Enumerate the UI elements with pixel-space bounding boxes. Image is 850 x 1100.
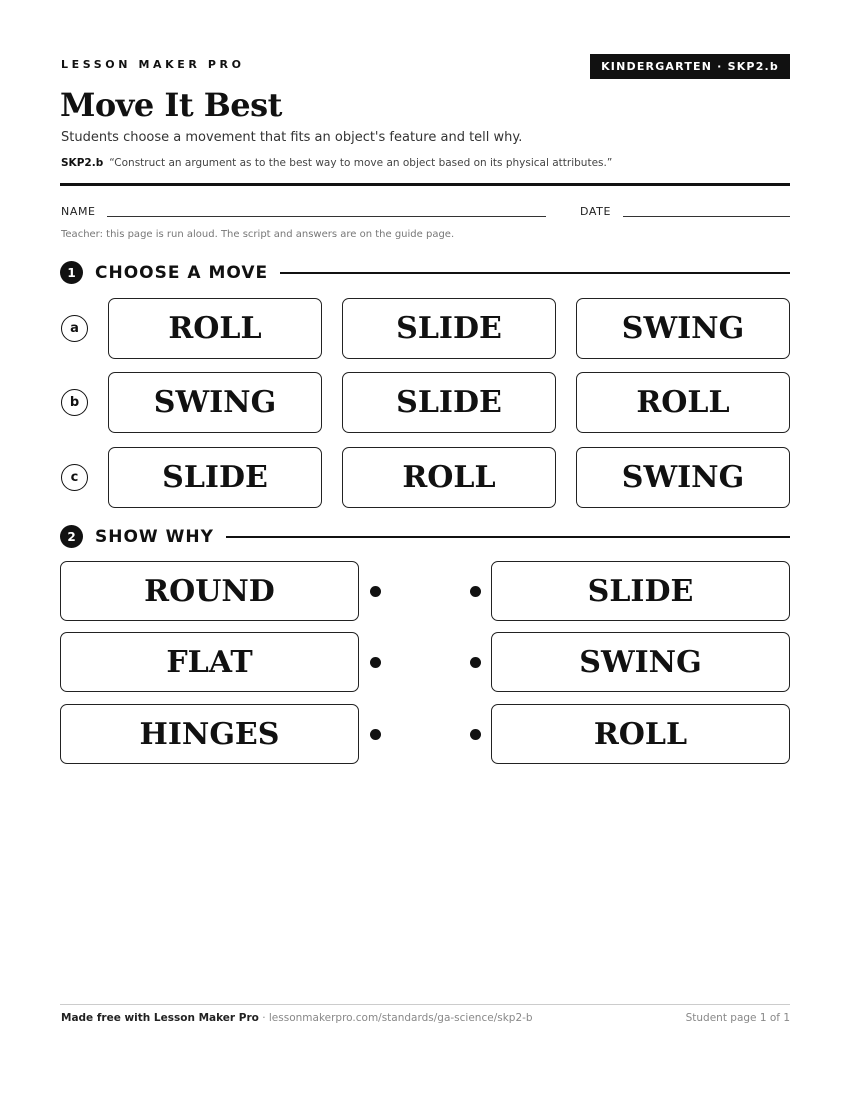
match-right-dot[interactable] (470, 657, 481, 668)
section-divider (280, 272, 790, 274)
move-option[interactable]: ROLL (108, 298, 322, 359)
move-option[interactable]: ROLL (576, 372, 790, 433)
match-left-dot[interactable] (370, 586, 381, 597)
name-field[interactable] (107, 216, 546, 217)
match-left-dot[interactable] (370, 729, 381, 740)
footer-divider (60, 1004, 790, 1005)
teacher-note: Teacher: this page is run aloud. The script and answers are on the guide page. (61, 229, 455, 240)
footer-url[interactable]: · lessonmakerpro.com/standards/ga-science/skp2-b (262, 1012, 533, 1024)
match-left-dot[interactable] (370, 657, 381, 668)
standard-statement (61, 157, 612, 169)
move-option[interactable]: ROLL (342, 447, 556, 508)
match-right-dot[interactable] (470, 729, 481, 740)
date-field[interactable] (623, 216, 790, 217)
page-subtitle: Students choose a movement that fits an object's feature and tell why. (61, 130, 523, 145)
footer-credit (61, 1012, 533, 1024)
move-option[interactable]: SLIDE (108, 447, 322, 508)
footer-made-with: Made free with Lesson Maker Pro (61, 1012, 259, 1024)
match-right-dot[interactable] (470, 586, 481, 597)
match-left-item[interactable]: HINGES (60, 704, 359, 764)
footer-page-number: Student page 1 of 1 (685, 1012, 790, 1024)
grade-badge: KINDERGARTEN · SKP2.b (590, 54, 790, 79)
page-title: Move It Best (60, 86, 282, 124)
section-title: CHOOSE A MOVE (95, 262, 269, 283)
section-title: SHOW WHY (95, 526, 214, 547)
section-number: 2 (60, 525, 83, 548)
date-label: DATE (580, 205, 612, 218)
match-left-item[interactable]: ROUND (60, 561, 359, 621)
row-letter-a: a (61, 315, 88, 342)
match-right-item[interactable]: ROLL (491, 704, 790, 764)
move-option[interactable]: SWING (576, 447, 790, 508)
section-choose-a-move-header (60, 261, 790, 284)
standard-code: SKP2.b (61, 157, 104, 169)
row-letter-b: b (61, 389, 88, 416)
row-letter-c: c (61, 464, 88, 491)
section-divider (226, 536, 790, 538)
brand-name: LESSON MAKER PRO (61, 58, 245, 71)
move-option[interactable]: SWING (108, 372, 322, 433)
move-option[interactable]: SWING (576, 298, 790, 359)
match-right-item[interactable]: SWING (491, 632, 790, 692)
section-number: 1 (60, 261, 83, 284)
match-left-item[interactable]: FLAT (60, 632, 359, 692)
standard-text: “Construct an argument as to the best way to move an object based on its physical attributes.” (109, 157, 613, 169)
match-right-item[interactable]: SLIDE (491, 561, 790, 621)
move-option[interactable]: SLIDE (342, 372, 556, 433)
name-label: NAME (61, 205, 96, 218)
section-show-why-header (60, 525, 790, 548)
header-divider (60, 183, 790, 186)
move-option[interactable]: SLIDE (342, 298, 556, 359)
